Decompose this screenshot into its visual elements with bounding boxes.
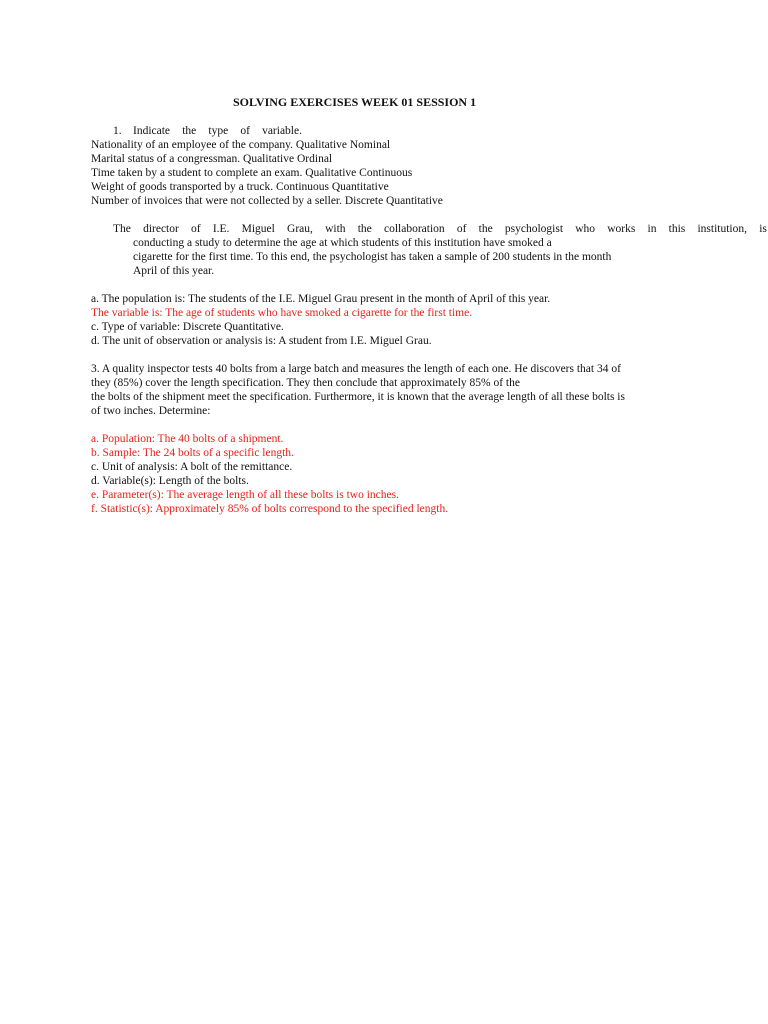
exercise2-word: works bbox=[607, 223, 636, 235]
exercise2-answer-variable: The variable is: The age of students who have smoked a cigarette for the first time. bbox=[91, 307, 473, 319]
exercise2-first-line bbox=[113, 222, 767, 236]
exercise1-heading bbox=[133, 124, 302, 138]
exercise1-heading-word: of bbox=[240, 125, 250, 137]
exercise3-answer-e: e. Parameter(s): The average length of all these bolts is two inches. bbox=[91, 489, 399, 501]
exercise1-heading-word: the bbox=[182, 125, 197, 137]
exercise3-answer-c: c. Unit of analysis: A bolt of the remittance. bbox=[91, 461, 293, 473]
exercise1-heading-word: Indicate bbox=[133, 125, 171, 137]
exercise1-item: Weight of goods transported by a truck. Continuous Quantitative bbox=[91, 181, 389, 193]
exercise2-word: institution, bbox=[697, 223, 748, 235]
exercise2-line: April of this year. bbox=[133, 265, 215, 277]
exercise2-word: of bbox=[191, 223, 201, 235]
exercise1-item: Time taken by a student to complete an exam. Qualitative Continuous bbox=[91, 167, 413, 179]
exercise2-word: Miguel bbox=[241, 223, 275, 235]
exercise2-answer-d: d. The unit of observation or analysis is: A student from I.E. Miguel Grau. bbox=[91, 335, 432, 347]
exercise3-answer-f: f. Statistic(s): Approximately 85% of bolts correspond to the specified length. bbox=[91, 503, 449, 515]
exercise2-word: collaboration bbox=[383, 223, 445, 235]
exercise2-word: The bbox=[113, 223, 131, 235]
exercise2-word: director bbox=[143, 223, 179, 235]
exercise3-statement-line: of two inches. Determine: bbox=[91, 405, 211, 417]
exercise2-line: conducting a study to determine the age at which students of this institution have smoked a bbox=[133, 237, 552, 249]
exercise3-answer-a: a. Population: The 40 bolts of a shipment. bbox=[91, 433, 284, 445]
document-title: SOLVING EXERCISES WEEK 01 SESSION 1 bbox=[233, 95, 477, 109]
exercise2-word: the bbox=[357, 223, 372, 235]
exercise3-answer-d: d. Variable(s): Length of the bolts. bbox=[91, 475, 249, 487]
exercise2-word: of bbox=[456, 223, 467, 235]
exercise2-word: this bbox=[668, 223, 686, 235]
exercise2-answer-a: a. The population is: The students of the I.E. Miguel Grau present in the month of April of this year. bbox=[91, 293, 551, 305]
exercise1-heading-word: type bbox=[208, 125, 229, 137]
exercise2-word: Grau, bbox=[287, 223, 313, 235]
exercise2-word: is bbox=[759, 223, 767, 235]
exercise1-item: Number of invoices that were not collected by a seller. Discrete Quantitative bbox=[91, 195, 443, 207]
exercise2-word: psychologist bbox=[504, 223, 564, 235]
exercise1-number: 1. bbox=[113, 125, 122, 137]
exercise2-word: the bbox=[478, 223, 493, 235]
exercise2-word: who bbox=[575, 223, 596, 235]
exercise1-heading-word: variable. bbox=[262, 125, 302, 137]
exercise3-statement-line: they (85%) cover the length specification. They then conclude that approximately 85% of the bbox=[91, 377, 520, 389]
exercise2-word: I.E. bbox=[212, 223, 230, 235]
exercise2-line: cigarette for the first time. To this end, the psychologist has taken a sample of 200 students in the month bbox=[133, 251, 612, 263]
exercise1-item: Nationality of an employee of the company. Qualitative Nominal bbox=[91, 139, 391, 151]
exercise3-answer-b: b. Sample: The 24 bolts of a specific length. bbox=[91, 447, 294, 459]
exercise2-word: with bbox=[325, 223, 346, 235]
exercise1-item: Marital status of a congressman. Qualitative Ordinal bbox=[91, 153, 333, 165]
exercise2-word: in bbox=[647, 223, 657, 235]
exercise3-statement-line: 3. A quality inspector tests 40 bolts from a large batch and measures the length of each one. He discovers that 34 of bbox=[91, 363, 621, 375]
exercise2-answer-c: c. Type of variable: Discrete Quantitative. bbox=[91, 321, 284, 333]
exercise3-statement-line: the bolts of the shipment meet the specification. Furthermore, it is known that the average length of all these bolts is bbox=[91, 391, 625, 403]
